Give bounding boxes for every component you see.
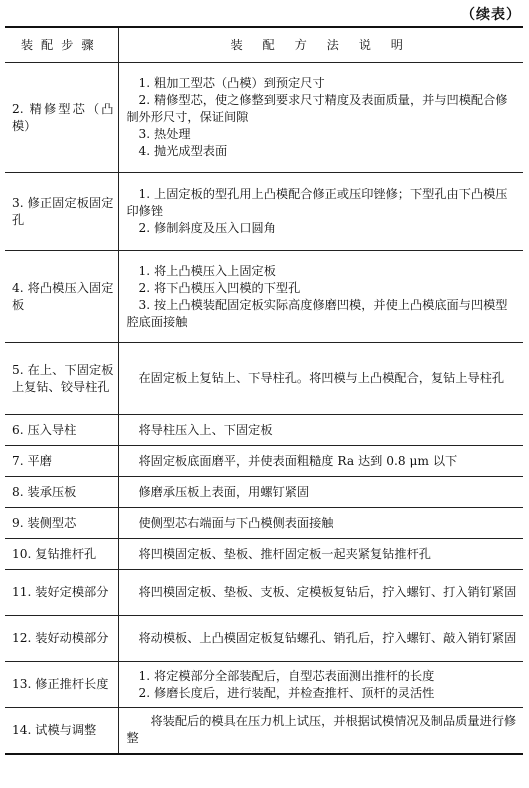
method-cell <box>118 343 523 415</box>
step-label: 11. 装好定模部分 <box>12 585 109 599</box>
method-line: 将导柱压入上、下固定板 <box>138 422 273 437</box>
step-label: 13. 修正推杆长度 <box>12 677 109 691</box>
step-cell <box>5 63 118 173</box>
method-line: 2. 将下凸模压入凹模的下型孔 <box>138 280 301 295</box>
method-line: 2. 修磨长度后，进行装配，并检查推杆、顶杆的灵活性 <box>138 685 435 700</box>
method-line: 将装配后的模具在压力机上试压，并根据试模情况及制品质量进行修整 <box>126 714 517 746</box>
method-line: 使侧型芯右端面与下凸模侧表面接触 <box>138 515 334 530</box>
table-row <box>5 251 523 343</box>
step-label: 9. 装侧型芯 <box>12 515 77 530</box>
step-label: 2. 精修型芯（凸模） <box>12 101 114 133</box>
method-line: 3. 热处理 <box>138 127 191 141</box>
step-cell <box>5 343 118 415</box>
step-cell <box>5 173 118 251</box>
table-row <box>5 539 523 570</box>
table-header-row <box>5 27 523 63</box>
table-row <box>5 662 523 708</box>
method-cell <box>118 616 523 662</box>
method-cell <box>118 251 523 343</box>
method-line: 1. 粗加工型芯（凸模）到预定尺寸 <box>138 76 325 90</box>
method-cell <box>118 508 523 539</box>
step-label: 6. 压入导柱 <box>12 422 77 437</box>
step-cell <box>5 570 118 616</box>
table-row <box>5 173 523 251</box>
method-cell <box>118 415 523 446</box>
method-cell <box>118 662 523 708</box>
method-cell <box>118 570 523 616</box>
step-cell <box>5 539 118 570</box>
table-row <box>5 508 523 539</box>
step-cell <box>5 708 118 754</box>
continued-label: （续表） <box>461 7 521 23</box>
table-row <box>5 570 523 616</box>
method-line: 3. 按上凸模装配固定板实际高度修磨凹模，并使上凸模底面与凹模型腔底面接触 <box>126 297 508 329</box>
step-label: 10. 复钻推杆孔 <box>12 546 97 561</box>
table-row <box>5 343 523 415</box>
method-line: 1. 将上凸模压入上固定板 <box>138 263 276 278</box>
step-label: 12. 装好动模部分 <box>12 631 109 645</box>
step-label: 7. 平磨 <box>12 453 52 468</box>
method-line: 1. 上固定板的型孔用上凸模配合修正或压印锉修；下型孔由下凸模压印修锉 <box>126 187 508 218</box>
table-row <box>5 708 523 754</box>
method-line: 将凹模固定板、垫板、支板、定模板复钻后，拧入螺钉、打入销钉紧固 <box>138 585 517 599</box>
method-line: 将凹模固定板、垫板、推杆固定板一起夹紧复钻推杆孔 <box>138 546 431 561</box>
assembly-steps-table <box>5 26 523 755</box>
step-cell <box>5 415 118 446</box>
table-row <box>5 415 523 446</box>
method-line: 2. 修制斜度及压入口圆角 <box>138 221 276 235</box>
method-cell <box>118 63 523 173</box>
table-row <box>5 477 523 508</box>
step-label: 5. 在上、下固定板上复钻、铰导柱孔 <box>12 362 114 394</box>
method-cell <box>118 708 523 754</box>
step-cell <box>5 477 118 508</box>
step-cell <box>5 251 118 343</box>
method-line: 将固定板底面磨平，并使表面粗糙度 Ra 达到 0.8 μm 以下 <box>138 453 458 468</box>
method-line: 修磨承压板上表面，用螺钉紧固 <box>138 484 310 499</box>
table-row <box>5 446 523 477</box>
header-method: 装 配 方 法 说 明 <box>118 27 523 63</box>
method-cell <box>118 539 523 570</box>
step-cell <box>5 508 118 539</box>
method-cell <box>118 477 523 508</box>
step-label: 14. 试模与调整 <box>12 722 97 737</box>
method-line: 2. 精修型芯，使之修整到要求尺寸精度及表面质量，并与凹模配合修制外形尺寸，保证间隙 <box>126 93 508 124</box>
header-steps: 装配步骤 <box>5 27 118 63</box>
step-label: 8. 装承压板 <box>12 484 77 499</box>
step-label: 3. 修正固定板固定孔 <box>12 195 114 227</box>
table-row <box>5 616 523 662</box>
method-cell <box>118 173 523 251</box>
table-row <box>5 63 523 173</box>
method-line: 1. 将定模部分全部装配后，自型芯表面测出推杆的长度 <box>138 668 435 683</box>
step-cell <box>5 662 118 708</box>
step-cell <box>5 446 118 477</box>
method-line: 将动模板、上凸模固定板复钻螺孔、销孔后，拧入螺钉、敲入销钉紧固 <box>138 631 517 645</box>
step-cell <box>5 616 118 662</box>
method-cell <box>118 446 523 477</box>
method-line: 在固定板上复钻上、下导柱孔。将凹模与上凸模配合，复钻上导柱孔 <box>138 371 505 385</box>
step-label: 4. 将凸模压入固定板 <box>12 280 114 312</box>
method-line: 4. 抛光成型表面 <box>138 144 228 158</box>
